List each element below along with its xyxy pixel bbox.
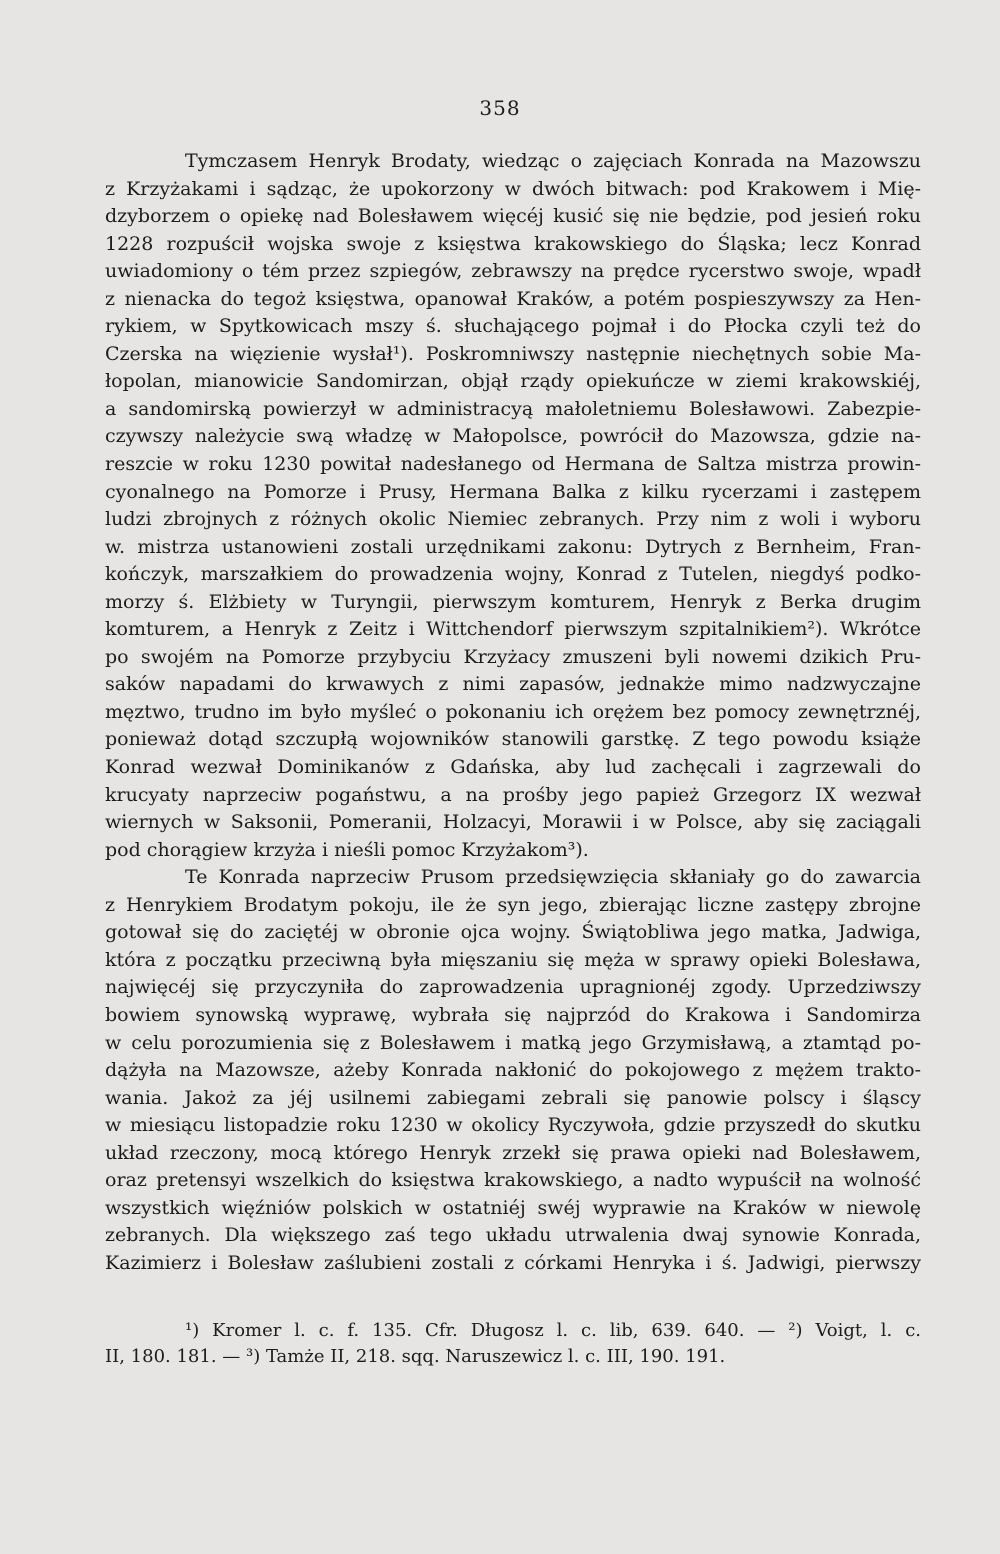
text-line: w miesiącu listopadzie roku 1230 w okolicy Ryczywoła, gdzie przyszedł do skutku	[105, 1114, 921, 1137]
text-line: kończyk, marszałkiem do prowadzenia wojny, Konrad z Tutelen, niegdyś podko-	[105, 563, 921, 586]
text-line: wszystkich więźniów polskich w ostatniéj swéj wyprawie na Kraków w niewolę	[105, 1196, 921, 1219]
text-line: pod chorągiew krzyża i nieśli pomoc Krzyżakom³).	[105, 838, 589, 861]
body-text	[105, 148, 921, 1277]
text-line: reszcie w roku 1230 powitał nadesłanego od Hermana de Saltza mistrza prowin-	[105, 453, 921, 476]
text-line: dzyborzem o opiekę nad Bolesławem więcéj kusić się nie będzie, pod jesień roku	[105, 205, 921, 228]
text-line: z nienacka do tegoż księstwa, opanował Kraków, a potém pospieszywszy za Hen-	[105, 287, 921, 310]
text-line: gotował się do zaciętéj w obronie ojca wojny. Świątobliwa jego matka, Jadwiga,	[105, 921, 921, 944]
text-line: bowiem synowską wyprawę, wybrała się najprzód do Krakowa i Sandomirza	[105, 1003, 921, 1026]
text-line: czywszy należycie swą władzę w Małopolsce, powrócił do Mazowsza, gdzie na-	[105, 425, 921, 448]
text-line: która z początku przeciwną była mięszaniu się męża w sprawy opieki Bolesława,	[105, 948, 921, 971]
text-line: oraz pretensyi wszelkich do księstwa krakowskiego, a nadto wypuścił na wolność	[105, 1169, 921, 1192]
text-line: po swojém na Pomorze przybyciu Krzyżacy zmuszeni byli nowemi dzikich Pru-	[105, 645, 921, 668]
text-line: saków napadami do krwawych z nimi zapasów, jednakże mimo nadzwyczajne	[105, 673, 921, 696]
text-line: cyonalnego na Pomorze i Prusy, Hermana Balka z kilku rycerzami i zastępem	[105, 480, 921, 503]
page-number: 358	[479, 96, 521, 120]
text-line: Te Konrada naprzeciw Prusom przedsięwzięcia skłaniały go do zawarcia	[185, 866, 921, 889]
text-line: komturem, a Henryk z Zeitz i Wittchendorf pierwszym szpitalnikiem²). Wkrótce	[105, 618, 921, 641]
text-line: wania. Jakoż za jéj usilnemi zabiegami zebrali się panowie polscy i śląscy	[105, 1086, 921, 1109]
text-line: Konrad wezwał Dominikanów z Gdańska, aby lud zachęcali i zagrzewali do	[105, 756, 921, 779]
text-line: w. mistrza ustanowieni zostali urzędnikami zakonu: Dytrych z Bernheim, Fran-	[105, 535, 921, 558]
text-line: morzy ś. Elżbiety w Turyngii, pierwszym komturem, Henryk z Berka drugim	[105, 590, 921, 613]
text-line: 1228 rozpuścił wojska swoje z księstwa krakowskiego do Śląska; lecz Konrad	[105, 232, 921, 255]
text-line: męztwo, trudno im było myśleć o pokonaniu ich orężem bez pomocy zewnętrznéj,	[105, 700, 921, 723]
text-line: z Henrykiem Brodatym pokoju, ile że syn jego, zbierając liczne zastępy zbrojne	[105, 893, 921, 916]
footnotes	[105, 1318, 921, 1370]
text-line: zebranych. Dla większego zaś tego układu utrwalenia dwaj synowie Konrada,	[105, 1224, 921, 1247]
text-line: ludzi zbrojnych z różnych okolic Niemiec zebranych. Przy nim z woli i wyboru	[105, 508, 921, 531]
text-line: dążyła na Mazowsze, ażeby Konrada nakłonić do pokojowego z mężem trakto-	[105, 1059, 921, 1082]
text-line: łopolan, mianowicie Sandomirzan, objął rządy opiekuńcze w ziemi krakowskiéj,	[105, 370, 921, 393]
text-line: układ rzeczony, mocą którego Henryk zrzekł się prawa opieki nad Bolesławem,	[105, 1141, 921, 1164]
text-line: rykiem, w Spytkowicach mszy ś. słuchającego pojmał i do Płocka czyli też do	[105, 315, 921, 338]
text-line: najwięcéj się przyczyniła do zaprowadzenia upragnionéj zgody. Uprzedziwszy	[105, 976, 921, 999]
text-line: uwiadomiony o tém przez szpiegów, zebrawszy na prędce rycerstwo swoje, wpadł	[105, 260, 921, 283]
text-line: krucyaty naprzeciw pogaństwu, a na prośby jego papież Grzegorz IX wezwał	[105, 783, 921, 806]
text-line: Czerska na więzienie wysłał¹). Poskromniwszy następnie niechętnych sobie Ma-	[105, 342, 921, 365]
footnote-line: ¹) Kromer l. c. f. 135. Cfr. Długosz l. c. lib, 639. 640. — ²) Voigt, l. c.	[185, 1320, 921, 1341]
text-line: wiernych w Saksonii, Pomeranii, Holzacyi, Morawii i w Polsce, aby się zaciągali	[105, 811, 921, 834]
text-line: w celu porozumienia się z Bolesławem i matką jego Grzymisławą, a ztamtąd po-	[105, 1031, 921, 1054]
text-line: Tymczasem Henryk Brodaty, wiedząc o zajęciach Konrada na Mazowszu	[185, 150, 921, 172]
text-line: ponieważ dotąd szczupłą wojowników stanowili garstkę. Z tego powodu książe	[105, 728, 921, 751]
text-line: Kazimierz i Bolesław zaślubieni zostali z córkami Henryka i ś. Jadwigi, pierwszy	[105, 1251, 921, 1274]
text-line: a sandomirską powierzył w administracyą małoletniemu Bolesławowi. Zabezpie-	[105, 397, 921, 420]
footnote-line: II, 180. 181. — ³) Tamże II, 218. sqq. Naruszewicz l. c. III, 190. 191.	[105, 1346, 726, 1367]
text-line: z Krzyżakami i sądząc, że upokorzony w dwóch bitwach: pod Krakowem i Mię-	[105, 177, 921, 200]
